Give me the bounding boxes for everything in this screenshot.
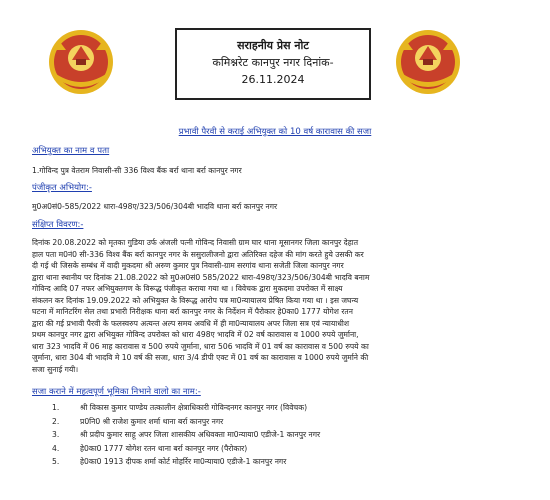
list-item-number: 1. — [52, 403, 60, 412]
press-note-title-box — [175, 28, 371, 100]
accused-details: 1.गोविन्द पुत्र वेतराम निवासी-सी 336 विश्व बैंक बर्रा थाना बर्रा कानपुर नगर — [32, 166, 242, 175]
case-details: मु0अ0सं0-585/2022 धारा-498ए/323/506/304बी भादवि थाना बर्रा कानपुर नगर — [32, 202, 278, 211]
summary-line: सजा सुनाई गयी। — [32, 364, 79, 374]
summary-line: हाल पता म0नं0 सी-336 विश्व बैंक बर्रा कानपुर नगर के ससुरालीजनो द्वारा अतिरिक्त दहेज की मांग करते हुये उसकी कर — [32, 249, 364, 259]
summary-paragraph — [32, 237, 522, 375]
up-police-emblem-right — [395, 28, 461, 96]
list-item — [52, 403, 320, 417]
accused-heading: अभियुक्त का नाम व पता — [32, 146, 110, 156]
list-item-text: हे0का0 1777 योगेश रतन थाना बर्रा कानपुर नगर (पैरोकार) — [80, 443, 248, 453]
role-heading: सजा कराने में महत्वपूर्ण भूमिका निभाने वालो का नाम:- — [32, 387, 201, 397]
summary-line: द्वारा की गई प्रभावी पैरवी के फलस्वरुप अत्यन्त अल्प समय अवधि में ही मा0न्यायालय अपर जिला सत्र एवं न्यायाधीश — [32, 318, 350, 328]
summary-line: संकलन कर दिनांक 19.09.2022 को अभियुक्त के विरूद्ध आरोप पत्र मा0न्यायालय प्रेषित किया गया था । इस जघन्य — [32, 295, 359, 305]
summary-heading: संक्षिप्त विवरण:- — [32, 220, 84, 230]
list-item-number: 2. — [52, 416, 60, 426]
summary-line: द्वारा थाना स्थानीय पर दिनांक 21.08.2022 को मु0अ0सं0 585/2022 धारा-498ए/323/506/304बी भादवि बनाम — [32, 272, 370, 282]
summary-line: घटना में मानिटरिंग सेल तथा प्रभारी निरीक्षक थाना बर्रा कानपुर नगर के निर्देशन में पैरोकार हे0का0 1777 योगेश रतन — [32, 307, 353, 316]
case-heading: पंजीकृत अभियोग:- — [32, 183, 92, 193]
summary-line: दी गई थी जिसके सम्बंध में वादी मुकदमा श्री अरुण कुमार पुत्र निवासी-ग्राम सरगांव थाना सजेती जिला कानपुर नगर — [32, 261, 344, 270]
press-note-subtitle: प्रभावी पैरवी से कराई अभियुक्त को 10 वर्ष कारावास की सजा — [178, 127, 372, 137]
list-item — [52, 430, 320, 444]
list-item — [52, 457, 320, 471]
list-item-number: 3. — [52, 430, 60, 439]
press-note-date: 26.11.2024 — [241, 73, 305, 86]
summary-line: गोविन्द आदि 07 नफर अभियुक्तगण के विरूद्ध पंजीकृत कराया गया था । विवेचक द्वारा मुकदमा उपरोक्त में साक्ष्य — [32, 284, 343, 293]
list-item-number: 5. — [52, 457, 60, 466]
list-item-text: प्र0नि0 श्री राजेश कुमार शर्मा थाना बर्रा कानपुर नगर — [80, 416, 224, 426]
list-item — [52, 417, 320, 431]
summary-line: जुर्माना, धारा 304 बी भादवि मे 10 वर्ष की सजा, धारा 3/4 डीपी एक्ट में 01 वर्ष का कारावास व 1000 रुपये जुर्माने की — [32, 353, 369, 362]
press-note-title: सराहनीय प्रेस नोट — [237, 39, 309, 52]
list-item-text: श्री प्रदीप कुमार साहू अपर जिला शासकीय अधिवक्ता मा0न्याया0 एडीजे-1 कानपुर नगर — [80, 430, 321, 439]
list-item — [52, 444, 320, 458]
summary-line: प्रथम कानपुर नगर द्वारा अभियुक्त गोविन्द उपरोक्त को धारा 498ए भादवि में 02 वर्ष कारावास व 1000 रुपये जुर्माना, — [32, 330, 359, 339]
summary-line: धारा 323 भादवि में 06 माह कारावास व 500 रुपये जुर्माना, धारा 506 भादवि में 01 वर्ष का कारावास व 500 रुपये का — [32, 341, 369, 351]
list-item-text: हे0का0 1913 दीपक शर्मा कोर्ट मोहर्रिर मा0न्याया0 एडीजे-1 कानपुर नगर — [80, 457, 287, 466]
commissionerate-date-label: कमिश्नरेट कानपुर नगर दिनांक- — [212, 56, 334, 69]
summary-line: दिनांक 20.08.2022 को मृतका गुडिया उर्फ अंजली पत्नी गोविन्द निवासी ग्राम घार थाना मूसानगर जिला कानपुर देहात — [32, 238, 359, 247]
list-item-text: श्री विकास कुमार पाण्डेय तत्कालीन क्षेत्राधिकारी गोविन्दनगर कानपुर नगर (विवेचक) — [80, 403, 308, 412]
list-item-number: 4. — [52, 443, 60, 453]
role-list — [52, 403, 320, 471]
up-police-emblem-left — [48, 28, 114, 96]
